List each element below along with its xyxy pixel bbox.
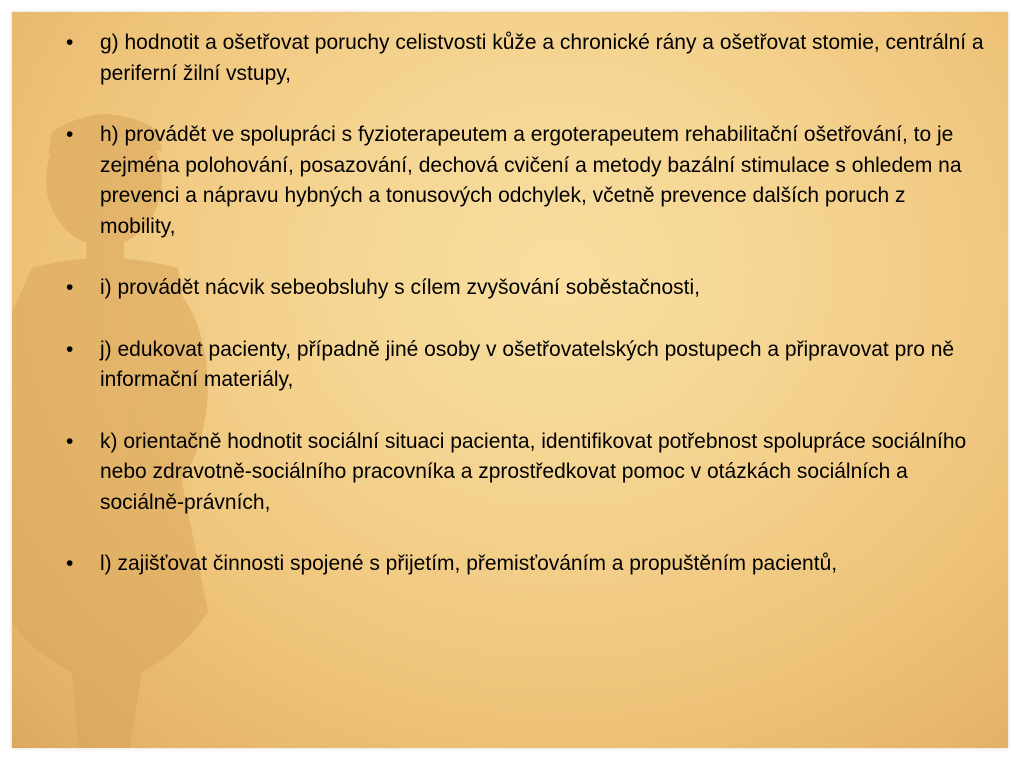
list-item [66, 335, 986, 396]
bullet-list [66, 28, 986, 580]
bullet-icon: • [66, 276, 74, 299]
list-item-text: l) zajišťovat činnosti spojené s přijetím, přemisťováním a propuštěním pacientů, [100, 552, 838, 575]
slide-background [12, 12, 1008, 748]
list-item [66, 120, 986, 242]
list-item-text: j) edukovat pacienty, případně jiné osoby v ošetřovatelských postupech a připravovat pro ně informační materiály, [100, 337, 955, 391]
list-item-text: k) orientačně hodnotit sociální situaci pacienta, identifikovat potřebnost spolupráce sociálního nebo zdravotně-sociálního pracovníka a zprostředkovat pomoc v otázkách sociálních a sociálně-právních, [100, 429, 967, 514]
list-item-text: g) hodnotit a ošetřovat poruchy celistvosti kůže a chronické rány a ošetřovat stomie, centrální a periferní žilní vstupy, [100, 31, 984, 85]
list-item [66, 549, 986, 580]
bullet-icon: • [66, 429, 74, 453]
list-item-text: i) provádět nácvik sebeobsluhy s cílem zvyšování soběstačnosti, [100, 276, 700, 299]
bullet-icon: • [66, 31, 74, 54]
bullet-icon: • [66, 337, 74, 361]
bullet-icon: • [66, 123, 74, 146]
slide-content [66, 28, 986, 611]
bullet-icon: • [66, 552, 74, 575]
list-item-text: h) provádět ve spolupráci s fyzioterapeutem a ergoterapeutem rehabilitační ošetřování, to je zejména polohování, posazování, dechová cvičení a metody bazální stimulace s ohledem na prevenci a nápravu hybných a tonusových odchylek, včetně prevence dalších poruch z mobility, [100, 123, 962, 238]
list-item [66, 28, 986, 89]
list-item [66, 273, 986, 304]
list-item [66, 427, 986, 519]
